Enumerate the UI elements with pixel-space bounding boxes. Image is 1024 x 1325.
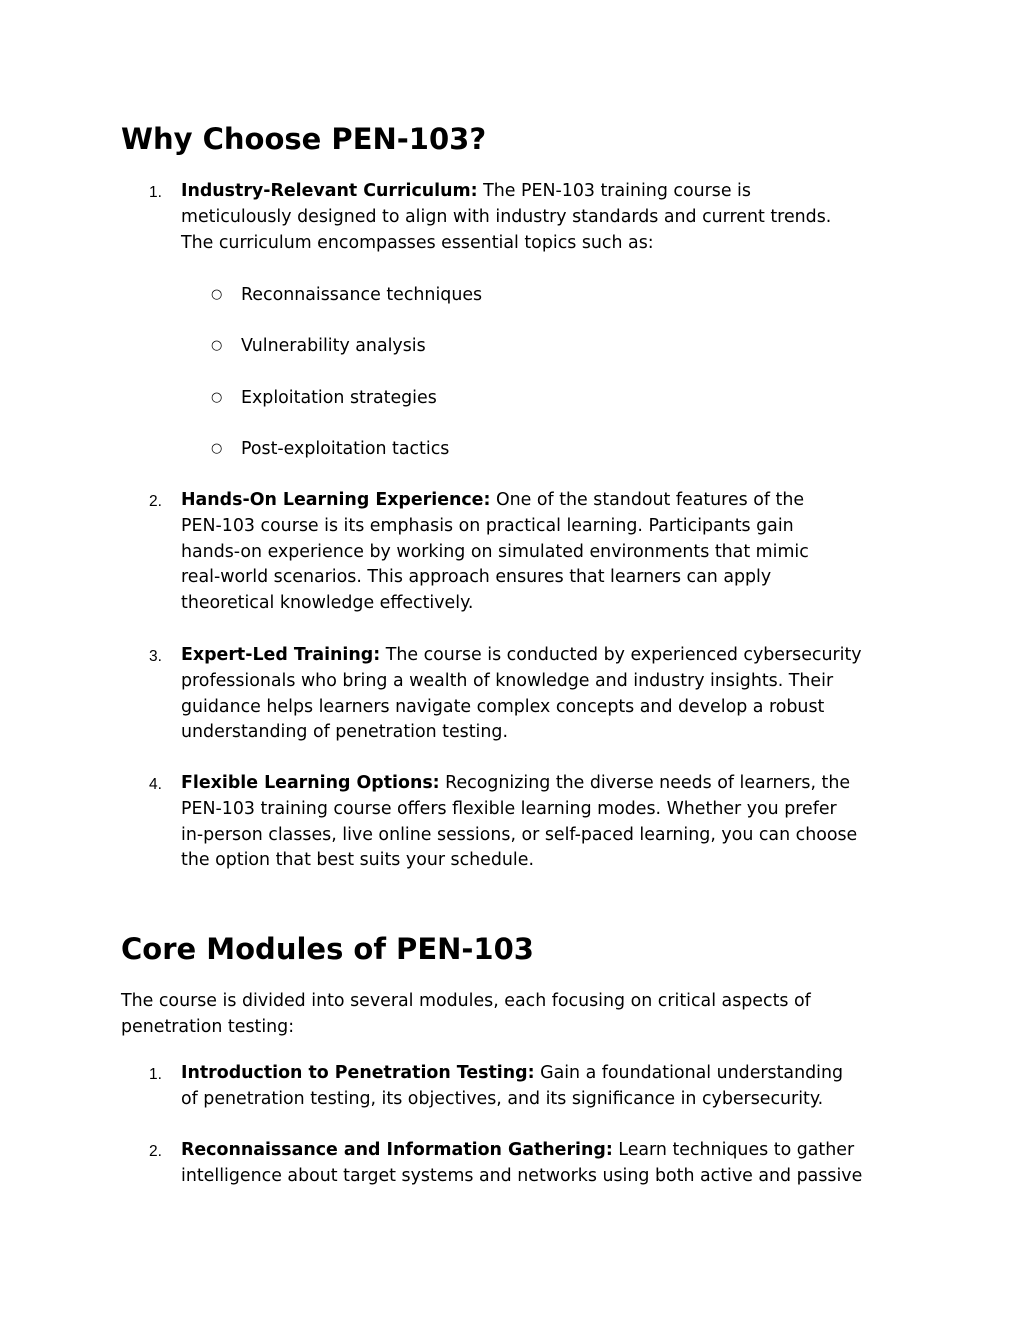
hollow-circle-bullet-icon: ○ <box>211 441 223 456</box>
text-line: understanding of penetration testing. <box>181 722 508 743</box>
text-line: of penetration testing, its objectives, and its significance in cybersecurity. <box>181 1088 824 1109</box>
list-item-text <box>181 1061 905 1113</box>
list-number: 3. <box>149 648 162 665</box>
text-line: The curriculum encompasses essential topics such as: <box>181 232 654 253</box>
text-line: PEN-103 training course offers flexible learning modes. Whether you prefer <box>181 798 837 819</box>
text-line: The PEN-103 training course is <box>477 181 751 201</box>
text-line: professionals who bring a wealth of knowledge and industry insights. Their <box>181 670 834 691</box>
sub-list-item <box>121 282 911 308</box>
list-number: 1. <box>149 1066 162 1083</box>
list-item-text <box>181 643 905 746</box>
text-line: meticulously designed to align with industry standards and current trends. <box>181 206 832 227</box>
list-item-title: Reconnaissance and Information Gathering: <box>181 1140 613 1160</box>
text-line: Learn techniques to gather <box>612 1140 855 1160</box>
list-item-text <box>181 1138 905 1190</box>
text-line: guidance helps learners navigate complex concepts and develop a robust <box>181 696 825 717</box>
text-line: The course is conducted by experienced cybersecurity <box>380 645 862 665</box>
sub-list-item <box>121 436 911 462</box>
text-line: One of the standout features of the <box>490 490 805 510</box>
text-line: theoretical knowledge effectively. <box>181 593 474 614</box>
sub-list-item-label: Vulnerability analysis <box>241 336 426 356</box>
text-line: The course is divided into several modules, each focusing on critical aspects of <box>121 991 811 1011</box>
list-number: 1. <box>149 184 162 201</box>
sub-list-item-label: Post-exploitation tactics <box>241 439 450 459</box>
list-item-text <box>181 179 905 256</box>
hollow-circle-bullet-icon: ○ <box>211 287 223 302</box>
list-item-text <box>181 488 905 617</box>
hollow-circle-bullet-icon: ○ <box>211 390 223 405</box>
list-item-title: Industry-Relevant Curriculum: <box>181 181 478 201</box>
sub-list-item-label: Reconnaissance techniques <box>241 285 483 305</box>
text-line: real-world scenarios. This approach ensures that learners can apply <box>181 567 772 588</box>
text-line: hands-on experience by working on simulated environments that mimic <box>181 541 809 562</box>
text-line: Gain a foundational understanding <box>534 1063 844 1083</box>
text-line: Recognizing the diverse needs of learners, the <box>439 773 851 793</box>
list-item-title: Introduction to Penetration Testing: <box>181 1063 535 1083</box>
text-line: intelligence about target systems and networks using both active and passive <box>181 1165 863 1186</box>
list-item-text <box>181 771 905 874</box>
text-line: the option that best suits your schedule. <box>181 850 534 871</box>
hollow-circle-bullet-icon: ○ <box>211 338 223 353</box>
list-number: 4. <box>149 776 162 793</box>
text-line: penetration testing: <box>121 1016 295 1037</box>
text-line: in-person classes, live online sessions, or self-paced learning, you can choose <box>181 824 858 845</box>
list-item-title: Hands-On Learning Experience: <box>181 490 491 510</box>
intro-paragraph <box>121 989 901 1041</box>
sub-list-item <box>121 385 911 411</box>
section-heading-core-modules: Core Modules of PEN-103 <box>121 932 534 966</box>
sub-list-item <box>121 333 911 359</box>
list-item-title: Expert-Led Training: <box>181 645 381 665</box>
list-number: 2. <box>149 493 162 510</box>
text-line: PEN-103 course is its emphasis on practical learning. Participants gain <box>181 515 794 536</box>
sub-list-item-label: Exploitation strategies <box>241 388 437 408</box>
section-heading-why-choose: Why Choose PEN-103? <box>121 122 487 156</box>
list-number: 2. <box>149 1143 162 1160</box>
list-item-title: Flexible Learning Options: <box>181 773 440 793</box>
